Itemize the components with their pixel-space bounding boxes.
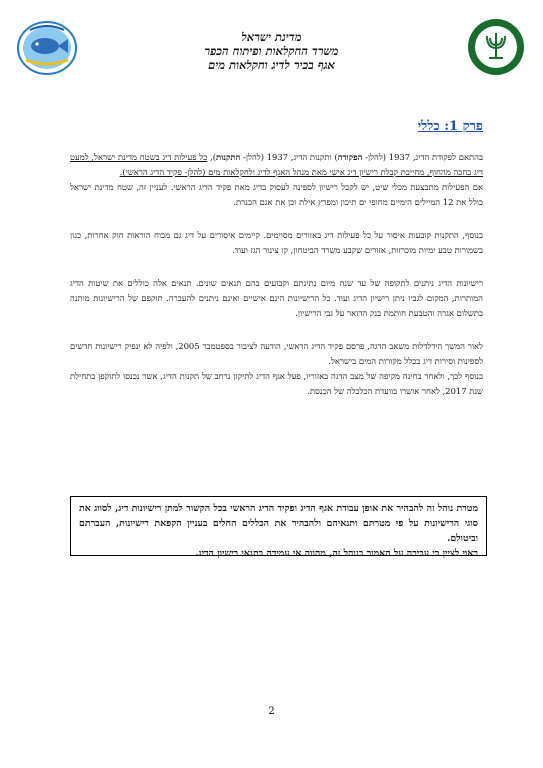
p1-bold-regulations: התקנות xyxy=(215,152,241,162)
header-line-1: מדינת ישראל xyxy=(241,30,302,44)
p1-underlined-text: כל פעילות דיג בשטח מדינת ישראל, למעט דיג בחכה מהחוף, מחייבת קבלת רישיון דיג אישי מאת מנהל האגף לדיג ולחקלאות מים (להלן- פקיד הדיג הראשי). xyxy=(70,152,483,177)
ministry-emblem-icon xyxy=(467,18,525,76)
notice-line-1: מטרת נוהל זה להבהיר את אופן עבודת אגף הדיג ופקיד הדיג הראשי בכל הקשור למתן רישיונות דיג, לסווג את סוגי הרישיונות על פי מטרתם ותנאיהם ולהבהיר את הכללים החלים בעניין הקפאת רישיונות, העברתם וביטולם. xyxy=(79,503,478,544)
notice-box xyxy=(70,496,487,559)
header-line-3: אגף בכיר לדיג וחקלאות מים xyxy=(208,58,335,72)
p1-text-g: אם הפעילות מתבצעת מכלי שיט, יש לקבל רישיון לספינה לעסוק בדיג מאת פקיד הדיג הראשי. לעניין זה, שטח מדינת ישראל כולל את 12 המיילים הימיים מחופי ים תיכון ומפרץ אילת וכן את אגם הכנרת. xyxy=(70,182,483,207)
page-number: 2 xyxy=(268,706,275,717)
p1-bold-ordinance: הפקודה xyxy=(337,152,363,162)
p1-text-e: ), xyxy=(207,152,216,162)
p4-line-1: לאור המשך הידלדלות משאב הדגה, פרסם פקיד הדיג הראשי, הודעה לציבור בספטמבר 2005, ולפיה לא ינפיק רישיונות חדשים לספינות וסירות דיג בכלל מקורות המים בישראל. xyxy=(70,341,483,366)
body-text xyxy=(70,150,483,417)
paragraph-3: רישיונות הדיג ניתנים לתקופה של עד שנה מיום נתינתם וקבועים בהם תנאים שונים. תנאים אלה כוללים את שיטות הדיג המותרות, המקום לגביו ניתן רישיון הדיג ועוד. כל הרישיונות הינם אישיים ואינם ניתנים להעברה. תוקפם של הרישיונות מותנה בתשלום אגרה והטבעת חותמת בנק הדואר על גבי הרישיון. xyxy=(70,278,483,318)
p1-text-c: ) ותקנות הדיג, 1937 (להלן- xyxy=(240,152,338,162)
p4-line-2: בנוסף לכך, ולאחר בחינה מקיפה של מצב הדגה באזוריו, פעל אגף הדיג לתיקון נרחב של תקנות הדיג, אשר נכנסו לתוקפן בתחילת שנת 2017, לאחר אושרו בוועדת הכלכלה של הכנסת. xyxy=(70,371,483,396)
header-line-2: משרד החקלאות ופיתוח הכפר xyxy=(204,44,339,58)
p1-text-a: בהתאם לפקודת הדיג, 1937 (להלן- xyxy=(362,152,484,162)
header xyxy=(120,30,423,72)
chapter-title: פרק 1: כללי xyxy=(417,119,483,134)
paragraph-2: בנוסף, התקנות קובעות איסור על כל פעילות דיג באזורים מסוימים. קיימים איסורים על דיג גם מכוח הוראות חוק אחרות, כגון בשמורות טבע ימיות מוכרזות, אזורים שקבע משרד הביטחון, קו צינור הגז ועוד. xyxy=(70,230,483,255)
paragraph-1 xyxy=(70,150,483,210)
notice-line-2: ראוי לציין כי עבירה על האמור בנוהל זה, מהווה אי עמידה בתנאי רישיון הדיג. xyxy=(195,548,478,559)
fish-logo xyxy=(16,20,78,76)
paragraph-4 xyxy=(70,339,483,399)
